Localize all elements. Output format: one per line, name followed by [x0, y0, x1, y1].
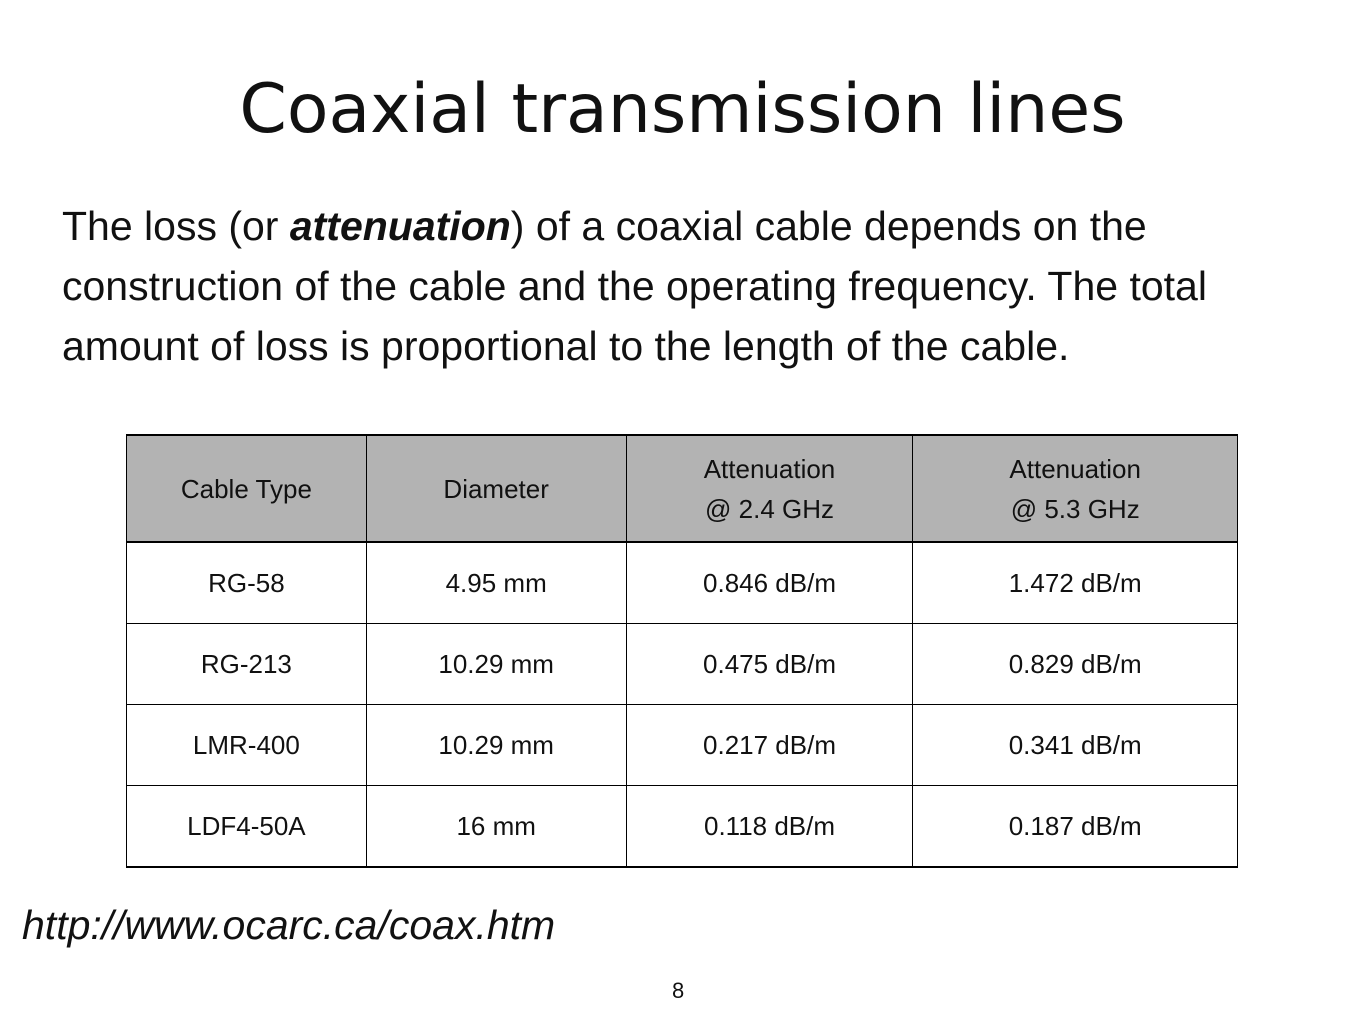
cell-attenuation-2-4: 0.475 dB/m — [626, 624, 913, 705]
cell-cable-type: RG-58 — [127, 542, 367, 624]
body-text-part-2: ) of a coaxial cable depends on the construction of the cable and the operating frequency. The total amount of loss is proportional to the length of the cable. — [62, 203, 1207, 369]
header-attenuation-2-4-line2: @ 2.4 GHz — [705, 493, 834, 524]
header-attenuation-5-3-line2: @ 5.3 GHz — [1010, 493, 1140, 524]
table-header-row — [127, 435, 1238, 542]
cell-attenuation-5-3: 1.472 dB/m — [913, 542, 1238, 624]
header-attenuation-2-4-line1: Attenuation — [703, 453, 836, 484]
cell-attenuation-5-3: 0.341 dB/m — [913, 705, 1238, 786]
table-row — [127, 705, 1238, 786]
source-link[interactable]: http://www.ocarc.ca/coax.htm — [22, 902, 556, 948]
header-diameter-label: Diameter — [443, 473, 549, 504]
cell-cable-type: LDF4-50A — [127, 786, 367, 868]
emphasis-attenuation: attenuation — [289, 203, 511, 249]
body-paragraph — [62, 196, 1332, 376]
page-number: 8 — [672, 978, 685, 1003]
table-row — [127, 624, 1238, 705]
header-attenuation-5-3 — [913, 435, 1238, 542]
slide-title: Coaxial transmission lines — [239, 70, 1126, 149]
cell-attenuation-2-4: 0.217 dB/m — [626, 705, 913, 786]
cell-attenuation-5-3: 0.829 dB/m — [913, 624, 1238, 705]
header-diameter — [366, 435, 626, 542]
table-row — [127, 542, 1238, 624]
cell-cable-type: LMR-400 — [127, 705, 367, 786]
cell-diameter: 4.95 mm — [366, 542, 626, 624]
header-attenuation-2-4 — [626, 435, 913, 542]
cell-attenuation-2-4: 0.118 dB/m — [626, 786, 913, 868]
cell-attenuation-2-4: 0.846 dB/m — [626, 542, 913, 624]
cell-diameter: 16 mm — [366, 786, 626, 868]
header-cable-type — [127, 435, 367, 542]
cell-cable-type: RG-213 — [127, 624, 367, 705]
body-text-part-1: The loss (or — [62, 203, 290, 249]
header-cable-type-label: Cable Type — [180, 473, 312, 504]
cell-attenuation-5-3: 0.187 dB/m — [913, 786, 1238, 868]
table-row — [127, 786, 1238, 868]
cell-diameter: 10.29 mm — [366, 624, 626, 705]
cell-diameter: 10.29 mm — [366, 705, 626, 786]
header-attenuation-5-3-line1: Attenuation — [1009, 453, 1141, 484]
cable-attenuation-table — [126, 434, 1238, 868]
